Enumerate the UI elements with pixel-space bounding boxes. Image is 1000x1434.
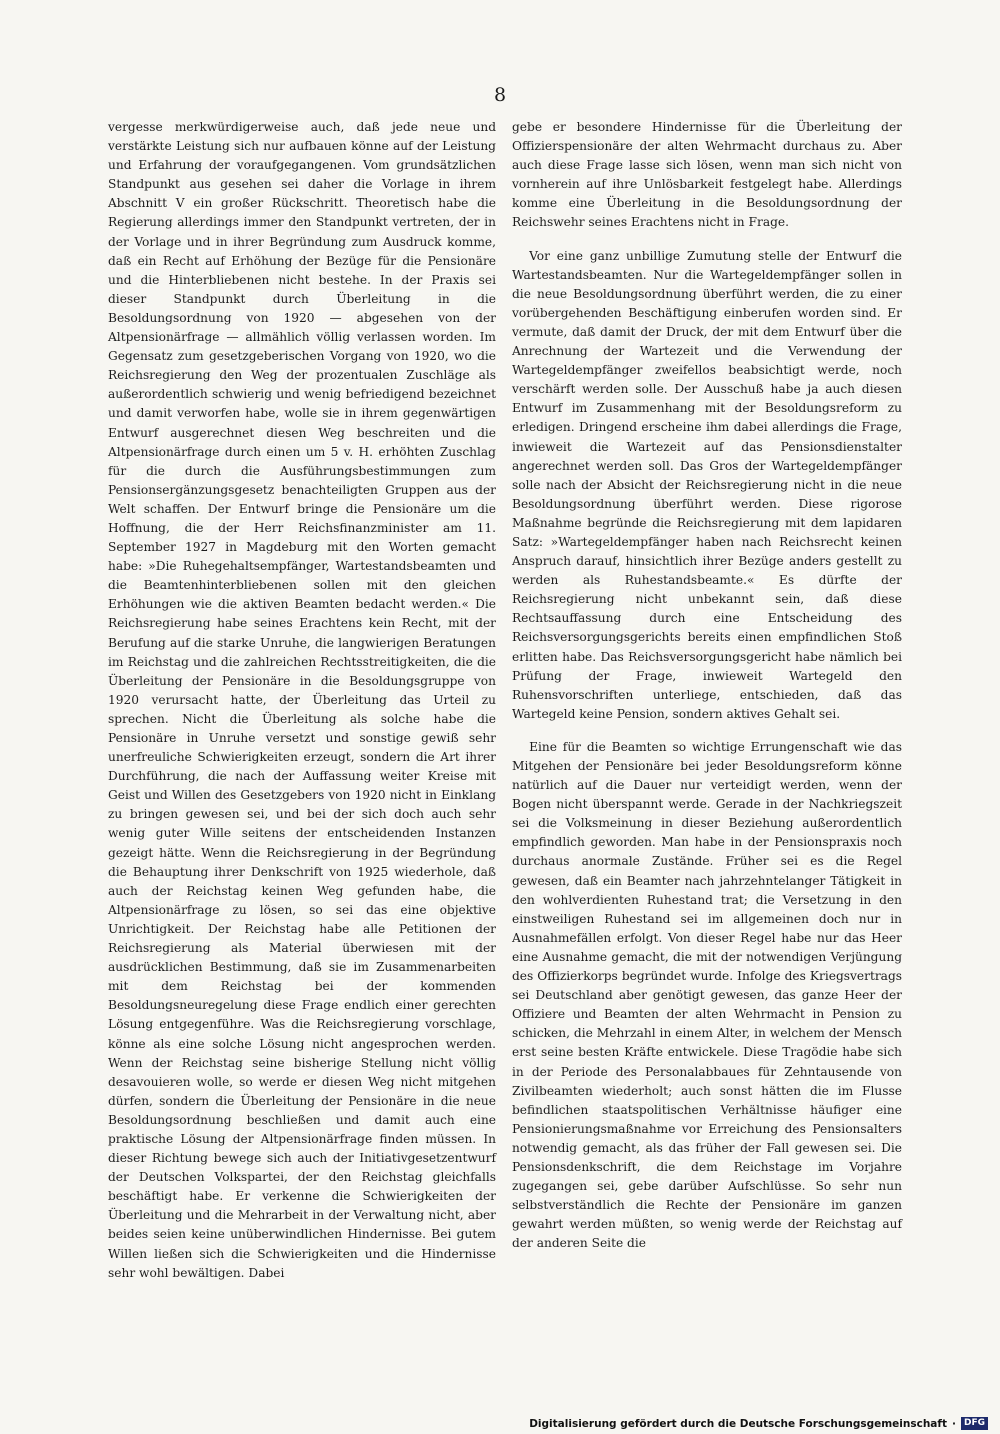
- digitization-footer: [529, 1417, 988, 1430]
- footer-text: Digitalisierung gefördert durch die Deutsche Forschungsgemeinschaft: [529, 1417, 947, 1430]
- footer-separator: ·: [951, 1417, 956, 1430]
- right-paragraph-3: Eine für die Beamten so wichtige Errungenschaft wie das Mitgehen der Pensionäre bei jeder Besoldungsreform könne natürlich auf die Dauer nur verteidigt werden, wenn der Bogen nicht überspannt werde. Gerade in der Nachkriegszeit sei die Volksmeinung in dieser Beziehung außerordentlich empfindlich geworden. Man habe in der Pensionspraxis noch durchaus anormale Zustände. Früher sei es die Regel gewesen, daß ein Beamter nach jahrzehntelanger Tätigkeit in den wohlverdienten Ruhestand trat; die Versetzung in den einstweiligen Ruhestand sei im allgemeinen doch nur in Ausnahmefällen erfolgt. Von dieser Regel habe nur das Heer eine Ausnahme gemacht, die mit der notwendigen Verjüngung des Offizierkorps begründet wurde. Infolge des Kriegsvertrags sei Deutschland aber genötigt gewesen, das ganze Heer der Offiziere und Beamten der alten Wehrmacht in Pension zu schicken, die Mehrzahl in einem Alter, in welchem der Mensch erst seine besten Kräfte entwickele. Diese Tragödie habe sich in der Periode des Personalabbaues für Zehntausende von Zivilbeamten wiederholt; auch sonst hätten die im Flusse befindlichen staatspolitischen Verhältnisse häufiger eine Pensionierungsmaßnahme vor Erreichung des Pensionsalters notwendig gemacht, als das früher der Fall gewesen sei. Die Pensionsdenkschrift, die dem Reichstage im Vorjahre zugegangen sei, gebe darüber Aufschlüsse. So sehr nun selbstverständlich die Rechte der Pensionäre im ganzen gewahrt werden müßten, so wenig werde der Reichstag auf der anderen Seite die: [512, 739, 902, 1251]
- right-paragraph-1: gebe er besondere Hindernisse für die Überleitung der Offizierspensionäre der alten Wehrmacht durchaus zu. Aber auch diese Frage lasse sich lösen, wenn man sich nicht von vornherein auf ihre Unlösbarkeit festgelegt habe. Allerdings komme eine Überleitung in die Besoldungsordnung der Reichswehr seines Erachtens nicht in Frage.: [512, 120, 902, 230]
- right-paragraph-2: Vor eine ganz unbillige Zumutung stelle der Entwurf die Wartestandsbeamten. Nur die Wartegeldempfänger sollen in die neue Besoldungsordnung überführt werden, die zu einer vorübergehenden Beschäftigung einberufen worden sind. Er vermute, daß damit der Druck, der mit dem Entwurf über die Anrechnung der Wartezeit und die Verwendung der Wartegeldempfänger zweifellos beabsichtigt werde, noch verschärft werden solle. Der Ausschuß habe ja auch diesen Entwurf im Zusammenhang mit der Besoldungsreform zu erledigen. Dringend erscheine ihm dabei allerdings die Frage, inwieweit die Wartezeit auf das Pensionsdienstalter angerechnet werden soll. Das Gros der Wartegeldempfänger solle nach der Absicht der Reichsregierung nicht in die neue Besoldungsordnung überführt werden. Diese rigorose Maßnahme begründe die Reichsregierung mit dem lapidaren Satz: »Wartegeldempfänger haben nach Reichsrecht keinen Anspruch darauf, hinsichtlich ihrer Bezüge anders gestellt zu werden als Ruhestandsbeamte.« Es dürfte der Reichsregierung nicht unbekannt sein, daß diese Rechtsauffassung durch eine Entscheidung des Reichsversorgungsgerichts bereits einen empfindlichen Stoß erlitten habe. Das Reichsversorgungsgericht habe nämlich bei Prüfung der Frage, inwieweit Wartegeld den Ruhensvorschriften unterliege, entschieden, daß das Wartegeld keine Pension, sondern aktives Gehalt sei.: [512, 248, 902, 721]
- right-column: [512, 118, 902, 1253]
- left-paragraph-1: vergesse merkwürdigerweise auch, daß jede neue und verstärkte Leistung sich nur aufbauen könne auf der Leistung und Erfahrung der voraufgegangenen. Vom grundsätzlichen Standpunkt aus gesehen sei daher die Vorlage in ihrem Abschnitt V ein großer Rückschritt. Theoretisch habe die Regierung allerdings immer den Standpunkt vertreten, der in der Vorlage und in ihrer Begründung zum Ausdruck komme, daß ein Recht auf Erhöhung der Bezüge für die Pensionäre und die Hinterbliebenen nicht bestehe. In der Praxis sei dieser Standpunkt durch Überleitung in die Besoldungsordnung von 1920 — abgesehen von der Altpensionärfrage — allmählich völlig verlassen worden. Im Gegensatz zum gesetzgeberischen Vorgang von 1920, wo die Reichsregierung den Weg der prozentualen Zuschläge als außerordentlich schwierig und wenig befriedigend bezeichnet und damit verworfen habe, wolle sie in ihrem gegenwärtigen Entwurf ausgerechnet diesen Weg beschreiten und die Altpensionärfrage durch einen um 5 v. H. erhöhten Zuschlag für die durch die Ausführungsbestimmungen zum Pensionsergänzungsgesetz benachteiligten Gruppen aus der Welt schaffen. Der Entwurf bringe die Pensionäre um die Hoffnung, die der Herr Reichsfinanzminister am 11. September 1927 in Magdeburg mit den Worten gemacht habe: »Die Ruhegehaltsempfänger, Wartestandsbeamten und die Beamtenhinterbliebenen sollen mit den gleichen Erhöhungen wie die aktiven Beamten bedacht werden.« Die Reichsregierung habe seines Erachtens kein Recht, mit der Berufung auf die starke Unruhe, die langwierigen Beratungen im Reichstag und die zahlreichen Rechtsstreitigkeiten, die die Überleitung der Pensionäre in die Besoldungsgruppe von 1920 verursacht hatte, der Überleitung das Urteil zu sprechen. Nicht die Überleitung als solche habe die Pensionäre in Unruhe versetzt und sonstige gewiß sehr unerfreuliche Schwierigkeiten erzeugt, sondern die Art ihrer Durchführung, die nach der Auffassung weiter Kreise mit Geist und Willen des Gesetzgebers von 1920 nicht in Einklang zu bringen gewesen sei, und bei der sich doch auch sehr wenig guter Wille seitens der entscheidenden Instanzen gezeigt hätte. Wenn die Reichsregierung in der Begründung die Behauptung ihrer Denkschrift von 1925 wiederhole, daß auch der Reichstag keinen Weg gefunden habe, die Altpensionärfrage zu lösen, so sei das eine objektive Unrichtigkeit. Der Reichstag habe alle Petitionen der Reichsregierung als Material überwiesen mit der ausdrücklichen Bestimmung, daß sie im Zusammenarbeiten mit dem Reichstag bei der kommenden Besoldungsneuregelung diese Frage endlich einer gerechten Lösung entgegenführe. Was die Reichsregierung vorschlage, könne als eine solche Lösung nicht angesprochen werden. Wenn der Reichstag seine bisherige Stellung nicht völlig desavouieren wolle, so werde er diesen Weg nicht mitgehen dürfen, sondern die Überleitung der Pensionäre in die neue Besoldungsordnung beschließen und damit auch eine praktische Lösung der Altpensionärfrage finden müssen. In dieser Richtung bewege sich auch der Initiativgesetzentwurf der Deutschen Volkspartei, der den Reichstag gleichfalls beschäftigt habe. Er verkenne die Schwierigkeiten der Überleitung und die Mehrarbeit in der Verwaltung nicht, aber beides seien keine unüberwindlichen Hindernisse. Bei gutem Willen ließen sich die Schwierigkeiten und die Hindernisse sehr wohl bewältigen. Dabei: [108, 120, 496, 1280]
- left-column: [108, 118, 496, 1283]
- dfg-logo-icon: DFG: [961, 1417, 988, 1430]
- page-number: 8: [493, 84, 507, 106]
